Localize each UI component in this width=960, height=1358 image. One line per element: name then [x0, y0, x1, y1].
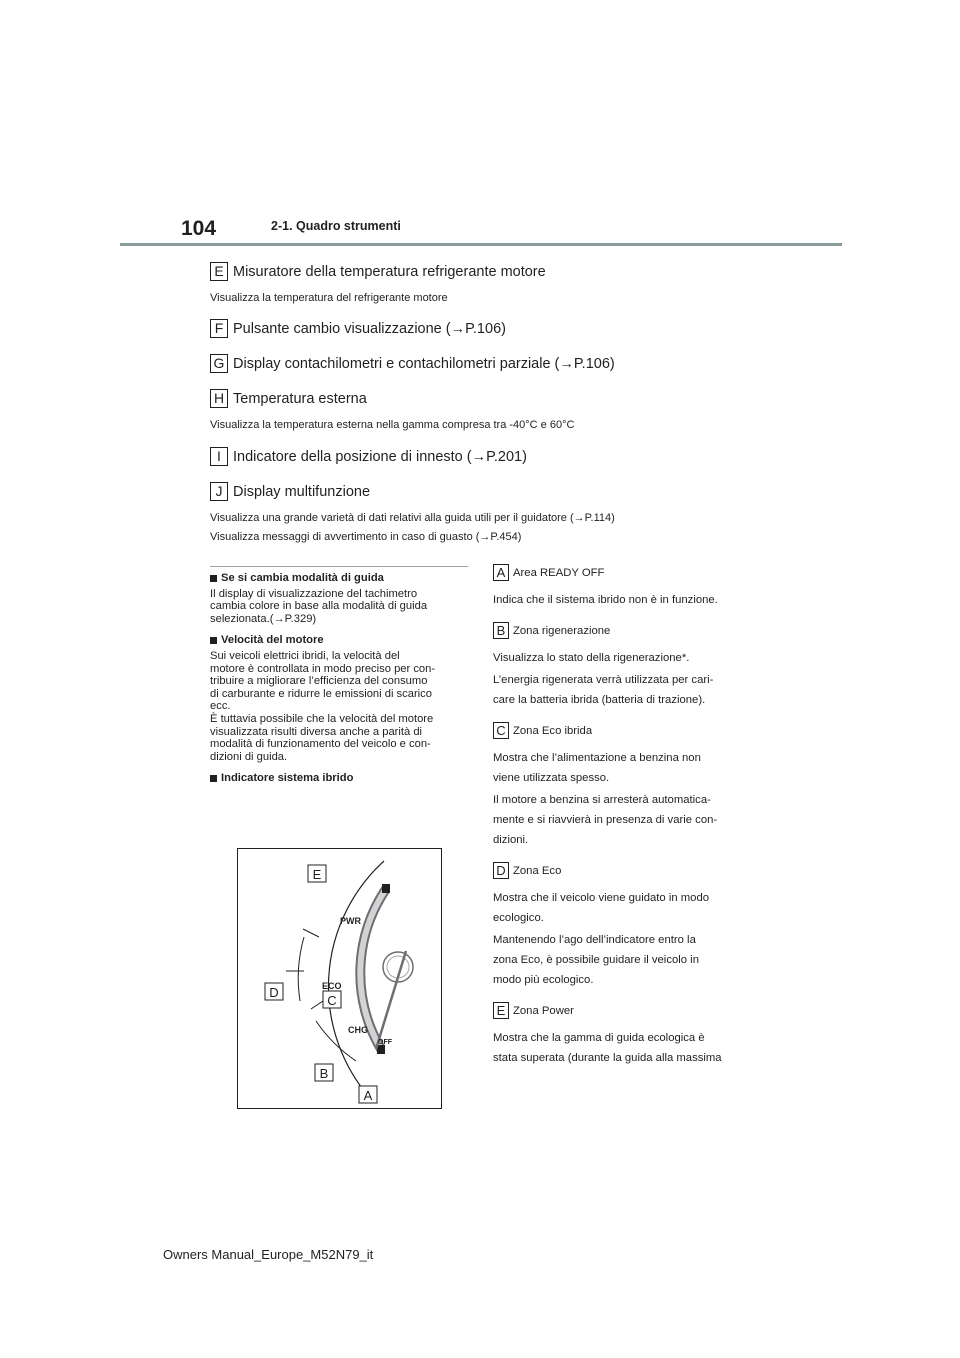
callout-e: E — [312, 867, 322, 882]
hybrid-gauge-diagram — [238, 849, 441, 1108]
item-desc: Visualizza la temperatura del refrigerante motore — [210, 292, 448, 304]
item-title: Indicatore della posizione di innesto (→P.201) — [233, 448, 527, 465]
item-badge: G — [210, 354, 228, 373]
bullet-square-icon — [210, 575, 217, 582]
gauge-top-cap — [382, 884, 390, 893]
zone-badge: C — [493, 722, 509, 739]
item-badge: E — [210, 262, 228, 281]
item-title: Misuratore della temperatura refrigerante motore — [233, 263, 546, 280]
item-title: Temperatura esterna — [233, 390, 367, 407]
hybrid-indicator-figure — [237, 848, 442, 1109]
note-driving-mode — [210, 572, 468, 625]
item-j — [210, 482, 370, 501]
item-i — [210, 447, 527, 466]
column-divider — [210, 566, 468, 567]
item-badge: H — [210, 389, 228, 408]
zone-para: Indica che il sistema ibrido non è in funzione. — [493, 594, 718, 606]
zone-e — [493, 1001, 753, 1068]
zone-para: Visualizza lo stato della rigenerazione*. — [493, 652, 690, 664]
item-badge: J — [210, 482, 228, 501]
item-title: Display multifunzione — [233, 483, 371, 500]
zone-badge: E — [493, 1002, 509, 1019]
callout-b: B — [319, 1066, 329, 1081]
zone-title: Zona Eco ibrida — [513, 724, 593, 737]
zone-para: Mostra che la gamma di guida ecologica è stata superata (durante la guida alla massima — [493, 1032, 722, 1064]
zones-column — [493, 563, 753, 1079]
zone-b — [493, 621, 753, 710]
zone-title: Zona Power — [513, 1004, 574, 1017]
header-rule — [120, 243, 842, 246]
callout-d: D — [269, 985, 279, 1000]
zone-title: Area READY OFF — [513, 566, 605, 579]
item-f — [210, 319, 506, 338]
zone-para: Mantenendo l’ago dell’indicatore entro la zona Eco, è possibile guidare il veicolo in modo più ecologico. — [493, 934, 699, 986]
note-hybrid-indicator — [210, 772, 468, 785]
item-badge: F — [210, 319, 228, 338]
item-desc: Visualizza la temperatura esterna nella gamma compresa tra -40°C e 60°C — [210, 419, 575, 431]
eco-zone-arrow — [298, 937, 304, 1001]
zone-a — [493, 563, 753, 610]
item-badge: I — [210, 447, 228, 466]
footer: Owners Manual_Europe_M52N79_it — [163, 1247, 374, 1262]
notes-column — [210, 572, 468, 794]
zone-para: Mostra che l’alimentazione a benzina non viene utilizzata spesso. — [493, 752, 701, 784]
callout-a: A — [363, 1088, 373, 1103]
page-number: 104 — [181, 217, 217, 240]
zone-badge: A — [493, 564, 509, 581]
pwr-label: PWR — [340, 916, 361, 926]
zone-para: Mostra che il veicolo viene guidato in modo ecologico. — [493, 892, 710, 924]
item-e — [210, 262, 546, 281]
item-desc-2: Visualizza messaggi di avvertimento in caso di guasto (→P.454) — [210, 531, 522, 543]
note-engine-speed — [210, 634, 468, 763]
bullet-square-icon — [210, 637, 217, 644]
zone-badge: B — [493, 622, 509, 639]
zone-para: Il motore a benzina si arresterà automatica- mente e si riavvierà in presenza di varie con- dizioni. — [493, 794, 718, 846]
item-title: Pulsante cambio visualizzazione (→P.106) — [233, 320, 506, 337]
item-title: Display contachilometri e contachilometri parziale (→P.106) — [233, 355, 615, 372]
zone-para: L’energia rigenerata verrà utilizzata per cari- care la batteria ibrida (batteria di trazione). — [493, 674, 714, 706]
eco-label: ECO — [322, 981, 342, 991]
zone-tick — [303, 929, 319, 937]
item-h — [210, 389, 367, 408]
zone-c — [493, 721, 753, 850]
note-title: Velocità del motore — [221, 634, 324, 647]
chg-label: CHG — [348, 1025, 368, 1035]
item-g — [210, 354, 615, 373]
note-body: Sui veicoli elettrici ibridi, la velocità del motore è controllata in modo preciso per con- tribuire a migliorare l’efficienza del consumo di carburante e ridurre le emissioni di scarico ecc. È tuttavia possibile che la velocità del motore visualizzata risulti diversa anche a parità di modalità di funzionamento del veicolo e con- dizioni di guida. — [210, 649, 436, 763]
gauge-bottom-cap — [377, 1045, 385, 1054]
section-title: 2-1. Quadro strumenti — [271, 219, 401, 233]
off-label: OFF — [378, 1039, 392, 1046]
zone-badge: D — [493, 862, 509, 879]
note-title: Indicatore sistema ibrido — [221, 772, 354, 785]
note-title: Se si cambia modalità di guida — [221, 572, 384, 584]
zone-title: Zona Eco — [513, 864, 562, 877]
zone-d — [493, 861, 753, 990]
bullet-square-icon — [210, 775, 217, 782]
note-body: Il display di visualizzazione del tachimetro cambia colore in base alla modalità di guida selezionata.(→P.329) — [210, 587, 428, 625]
zone-title: Zona rigenerazione — [513, 624, 611, 637]
callout-c: C — [327, 993, 337, 1008]
item-desc: Visualizza una grande varietà di dati relativi alla guida utili per il guidatore (→P.114) — [210, 512, 615, 524]
